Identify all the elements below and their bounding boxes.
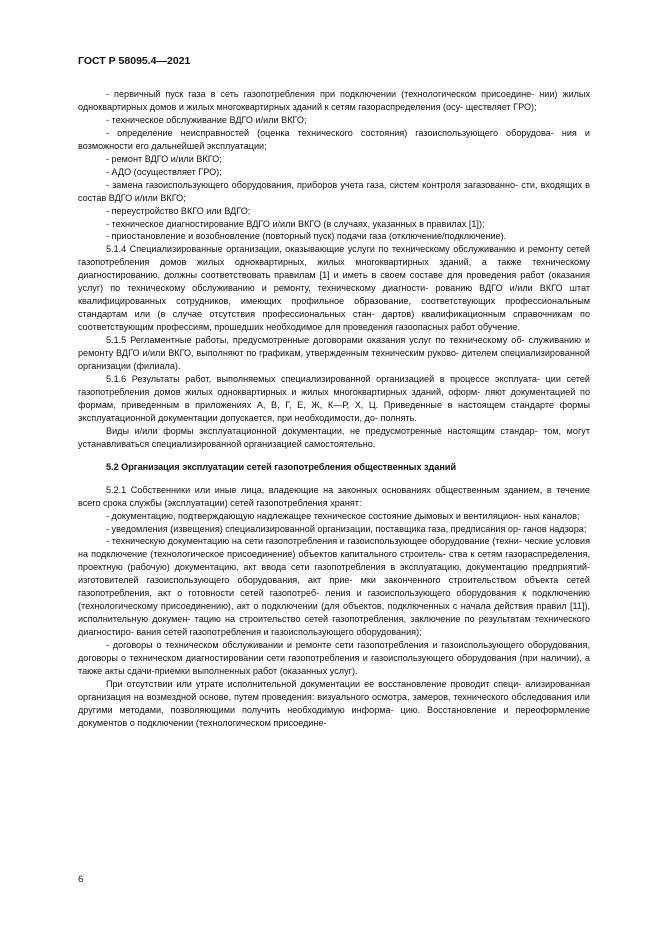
paragraph: - уведомления (извещения) специализированной организации, поставщика газа, предписания ор- ганов надзора;	[106, 523, 587, 534]
paragraph: - переустройство ВКГО или ВДГО;	[106, 205, 251, 216]
paragraph: - техническое обслуживание ВДГО и/или ВКГО;	[106, 114, 307, 125]
paragraph: - документацию, подтверждающую надлежащее техническое состояние дымовых и вентиляцион- ных каналов;	[106, 510, 580, 521]
paragraph: - техническое диагностирование ВДГО и/или ВКГО (в случаях, указанных в правилах [1]);	[106, 218, 485, 229]
paragraph: 5.2.1 Собственники или иные лица, владеющие на законных основаниях общественным зданием, в течение всего срока службы (эксплуатации) сетей газопотребления хранят:	[78, 484, 590, 508]
paragraph: - определение неисправностей (оценка технического состояния) газоиспользующего оборудова- ния и возможности его дальнейшей эксплуатации;	[78, 127, 590, 151]
paragraph: 5.1.6 Результаты работ, выполняемых специализированной организацией в процессе эксплуата- ции сетей газопотребления домов жилых одноквартирных и жилых многоквартирных зданий, оформ- ляют документацией по формам, приведенным в приложениях А, В, Г, Е, Ж, К—Р, Х, Ц. Приведенные в настоящем стандарте формы эксплуатационной документации допускается, при необходимости, до- полнять.	[78, 373, 591, 423]
paragraph: - первичный пуск газа в сеть газопотребления при подключении (технологическом присоедине- нии) жилых одноквартирных домов и жилых многоквартирных зданий к сетям газораспределения (осу- ществляет ГРО);	[78, 89, 591, 112]
page-number: 6	[78, 874, 84, 885]
paragraph: - АДО (осуществляет ГРО);	[106, 166, 222, 177]
paragraph: - договоры о техническом обслуживании и ремонте сети газопотребления и газоиспользующего оборудования, договоры о техническом диагностировании сети газопотребления и газоиспользующего оборудования (при наличии), а также акты сдачи-приемки выполненных работ (оказанных услуг).	[78, 640, 590, 676]
paragraph: При отсутствии или утрате исполнительной документации ее восстановление проводит специ- ализированная организация на возмездной основе, путем проведения: визуального осмотра, замеров, технического обследования или другими методами, позволяющими получить необходимую информа- цию. Восстановление и переоформление документов о подключении (технологическом присоедине-	[78, 678, 590, 728]
paragraph: - замена газоиспользующего оборудования, приборов учета газа, систем контроля загазованно- сти, входящих в состав ВДГО и/или ВКГО;	[78, 179, 591, 203]
page-header: ГОСТ Р 58095.4—2021	[78, 55, 191, 67]
section-heading: 5.2 Организация эксплуатации сетей газопотребления общественных зданий	[106, 461, 457, 472]
paragraph: - приостановление и возобновление (повторный пуск) подачи газа (отключение/подключение).	[106, 231, 507, 242]
paragraph: - техническую документацию на сети газопотребления и газоиспользующее оборудование (техни- ческие условия на подключение (технологическое присоединение) объектов капитального строитель- ства к сетям газораспределения, проектную (рабочую) документацию, акт ввода сети газопотребления в эксплуатацию, документацию предприятий-изготовителей газоиспользующего оборудования, акт прие- мки законченного строительством объекта сетей газопотребления, акт о готовности сетей газопотреб- ления и газоиспользующего оборудования к подключению (технологическому присоединению), акт о подключении (для объектов, подключенных с начала действия правил [11]), исполнительную докумен- тацию на строительство сетей газопотребления, заключение по результатам технического диагностиро- вания сетей газопотребления и газоиспользующего оборудования);	[78, 536, 591, 638]
paragraph: 5.1.4 Специализированные организации, оказывающие услуги по техническому обслуживанию и ремонту сетей газопотребления домов жилых одноквартирных, жилых многоквартирных зданий, а также техническому диагностированию, должны соответствовать правилам [1] и иметь в своем составе для проведения работ (оказания услуг) по техническому обслуживанию и ремонту, техническому диагности- рованию ВДГО и/или ВКГО штат квалифицированных сотрудников, имеющих профильное образование, соответствующих профессиональным стандартам или (в случае отсутствия профессиональных стан- дартов) квалификационным справочникам по соответствующим профессиям, прошедших необходимое для проведения газоопасных работ обучение.	[78, 244, 591, 333]
document-body	[78, 88, 590, 730]
paragraph: Виды и/или формы эксплуатационной документации, не предусмотренные настоящим стандар- том, могут устанавливаться специализированной организацией самостоятельно.	[78, 425, 590, 449]
paragraph: 5.1.5 Регламентные работы, предусмотренные договорами оказания услуг по техническому об- служиванию и ремонту ВДГО и/или ВКГО, выполняют по графикам, утвержденным техническим руково- дителем специализированной организации (филиала).	[78, 335, 590, 372]
paragraph: - ремонт ВДГО и/или ВКГО;	[106, 153, 222, 164]
